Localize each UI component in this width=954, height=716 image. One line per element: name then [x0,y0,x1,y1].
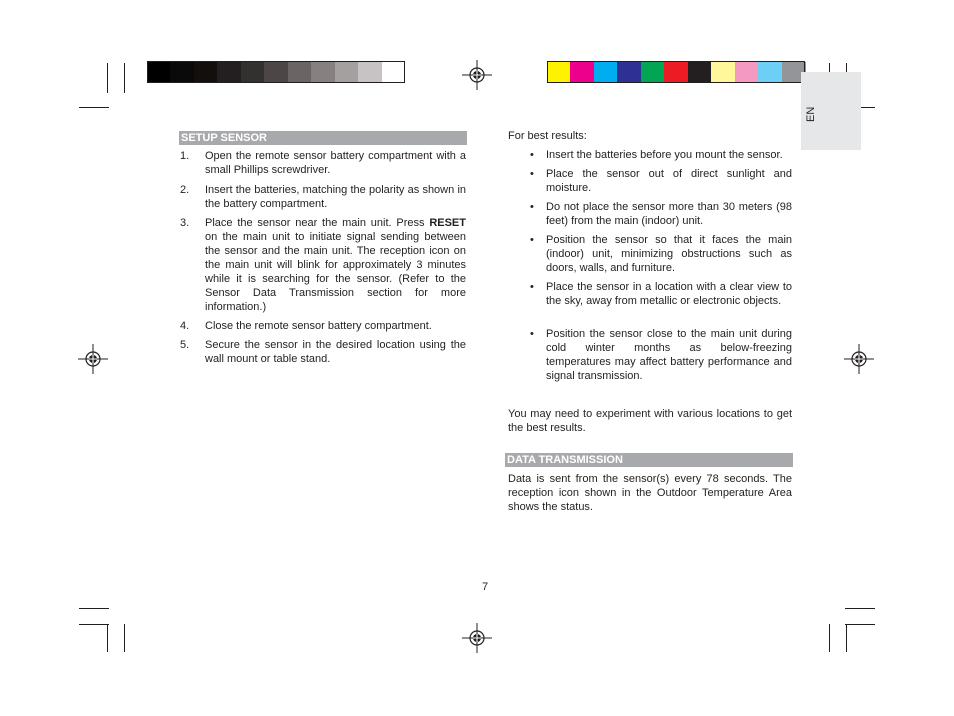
step-number: 4. [180,320,190,332]
step-text [205,216,466,314]
registration-mark-icon [462,60,492,90]
bullet: • [530,234,534,246]
reset-keyword: RESET [429,217,466,229]
bullet-text: Place the sensor in a location with a clear view to the sky, away from metallic or electronic objects. [546,281,792,307]
setup-sensor-heading: SETUP SENSOR [179,131,467,145]
step-number: 3. [180,217,190,229]
step-text: Close the remote sensor battery compartment. [205,320,432,332]
bullet-text: Position the sensor so that it faces the main (indoor) unit, minimizing obstructions such as doors, walls, and furniture. [546,234,792,274]
step-text-part: on the main unit to initiate signal sending between the sensor and the main unit. The reception icon on the main unit will blink for approximately 3 minutes while it is searching for the sensor. (Refer to the Sensor Data Transmission section for more information.) [205,231,466,313]
bullet-text: Position the sensor close to the main unit during cold winter months as below-freezing temperatures may affect battery performance and signal transmission. [546,328,792,382]
data-transmission-text: Data is sent from the sensor(s) every 78 seconds. The reception icon shown in the Outdoor Temperature Area shows the status. [508,473,792,513]
step-text: Open the remote sensor battery compartment with a small Phillips screwdriver. [205,150,466,176]
color-bar-frame [547,61,805,83]
grayscale-bar-frame [147,61,405,83]
bullet: • [530,201,534,213]
step-number: 5. [180,339,190,351]
data-transmission-heading: DATA TRANSMISSION [505,453,793,467]
bullet: • [530,281,534,293]
registration-mark-icon [78,344,108,374]
best-results-intro: For best results: [508,130,587,142]
bullet-text: Place the sensor out of direct sunlight and moisture. [546,168,792,194]
bullet: • [530,168,534,180]
bullet-text: Insert the batteries before you mount the sensor. [546,149,783,161]
page-number: 7 [482,581,489,593]
registration-mark-icon [462,623,492,653]
step-text: Insert the batteries, matching the polarity as shown in the battery compartment. [205,184,466,210]
bullet: • [530,328,534,340]
language-tab-label: EN [805,106,817,122]
step-number: 1. [180,150,190,162]
step-number: 2. [180,184,190,196]
step-text: Secure the sensor in the desired location using the wall mount or table stand. [205,339,466,365]
best-results-outro: You may need to experiment with various locations to get the best results. [508,408,792,434]
bullet: • [530,149,534,161]
step-text-part: Place the sensor near the main unit. Press [205,217,430,229]
bullet-text: Do not place the sensor more than 30 meters (98 feet) from the main (indoor) unit. [546,201,792,227]
registration-mark-icon [844,344,874,374]
